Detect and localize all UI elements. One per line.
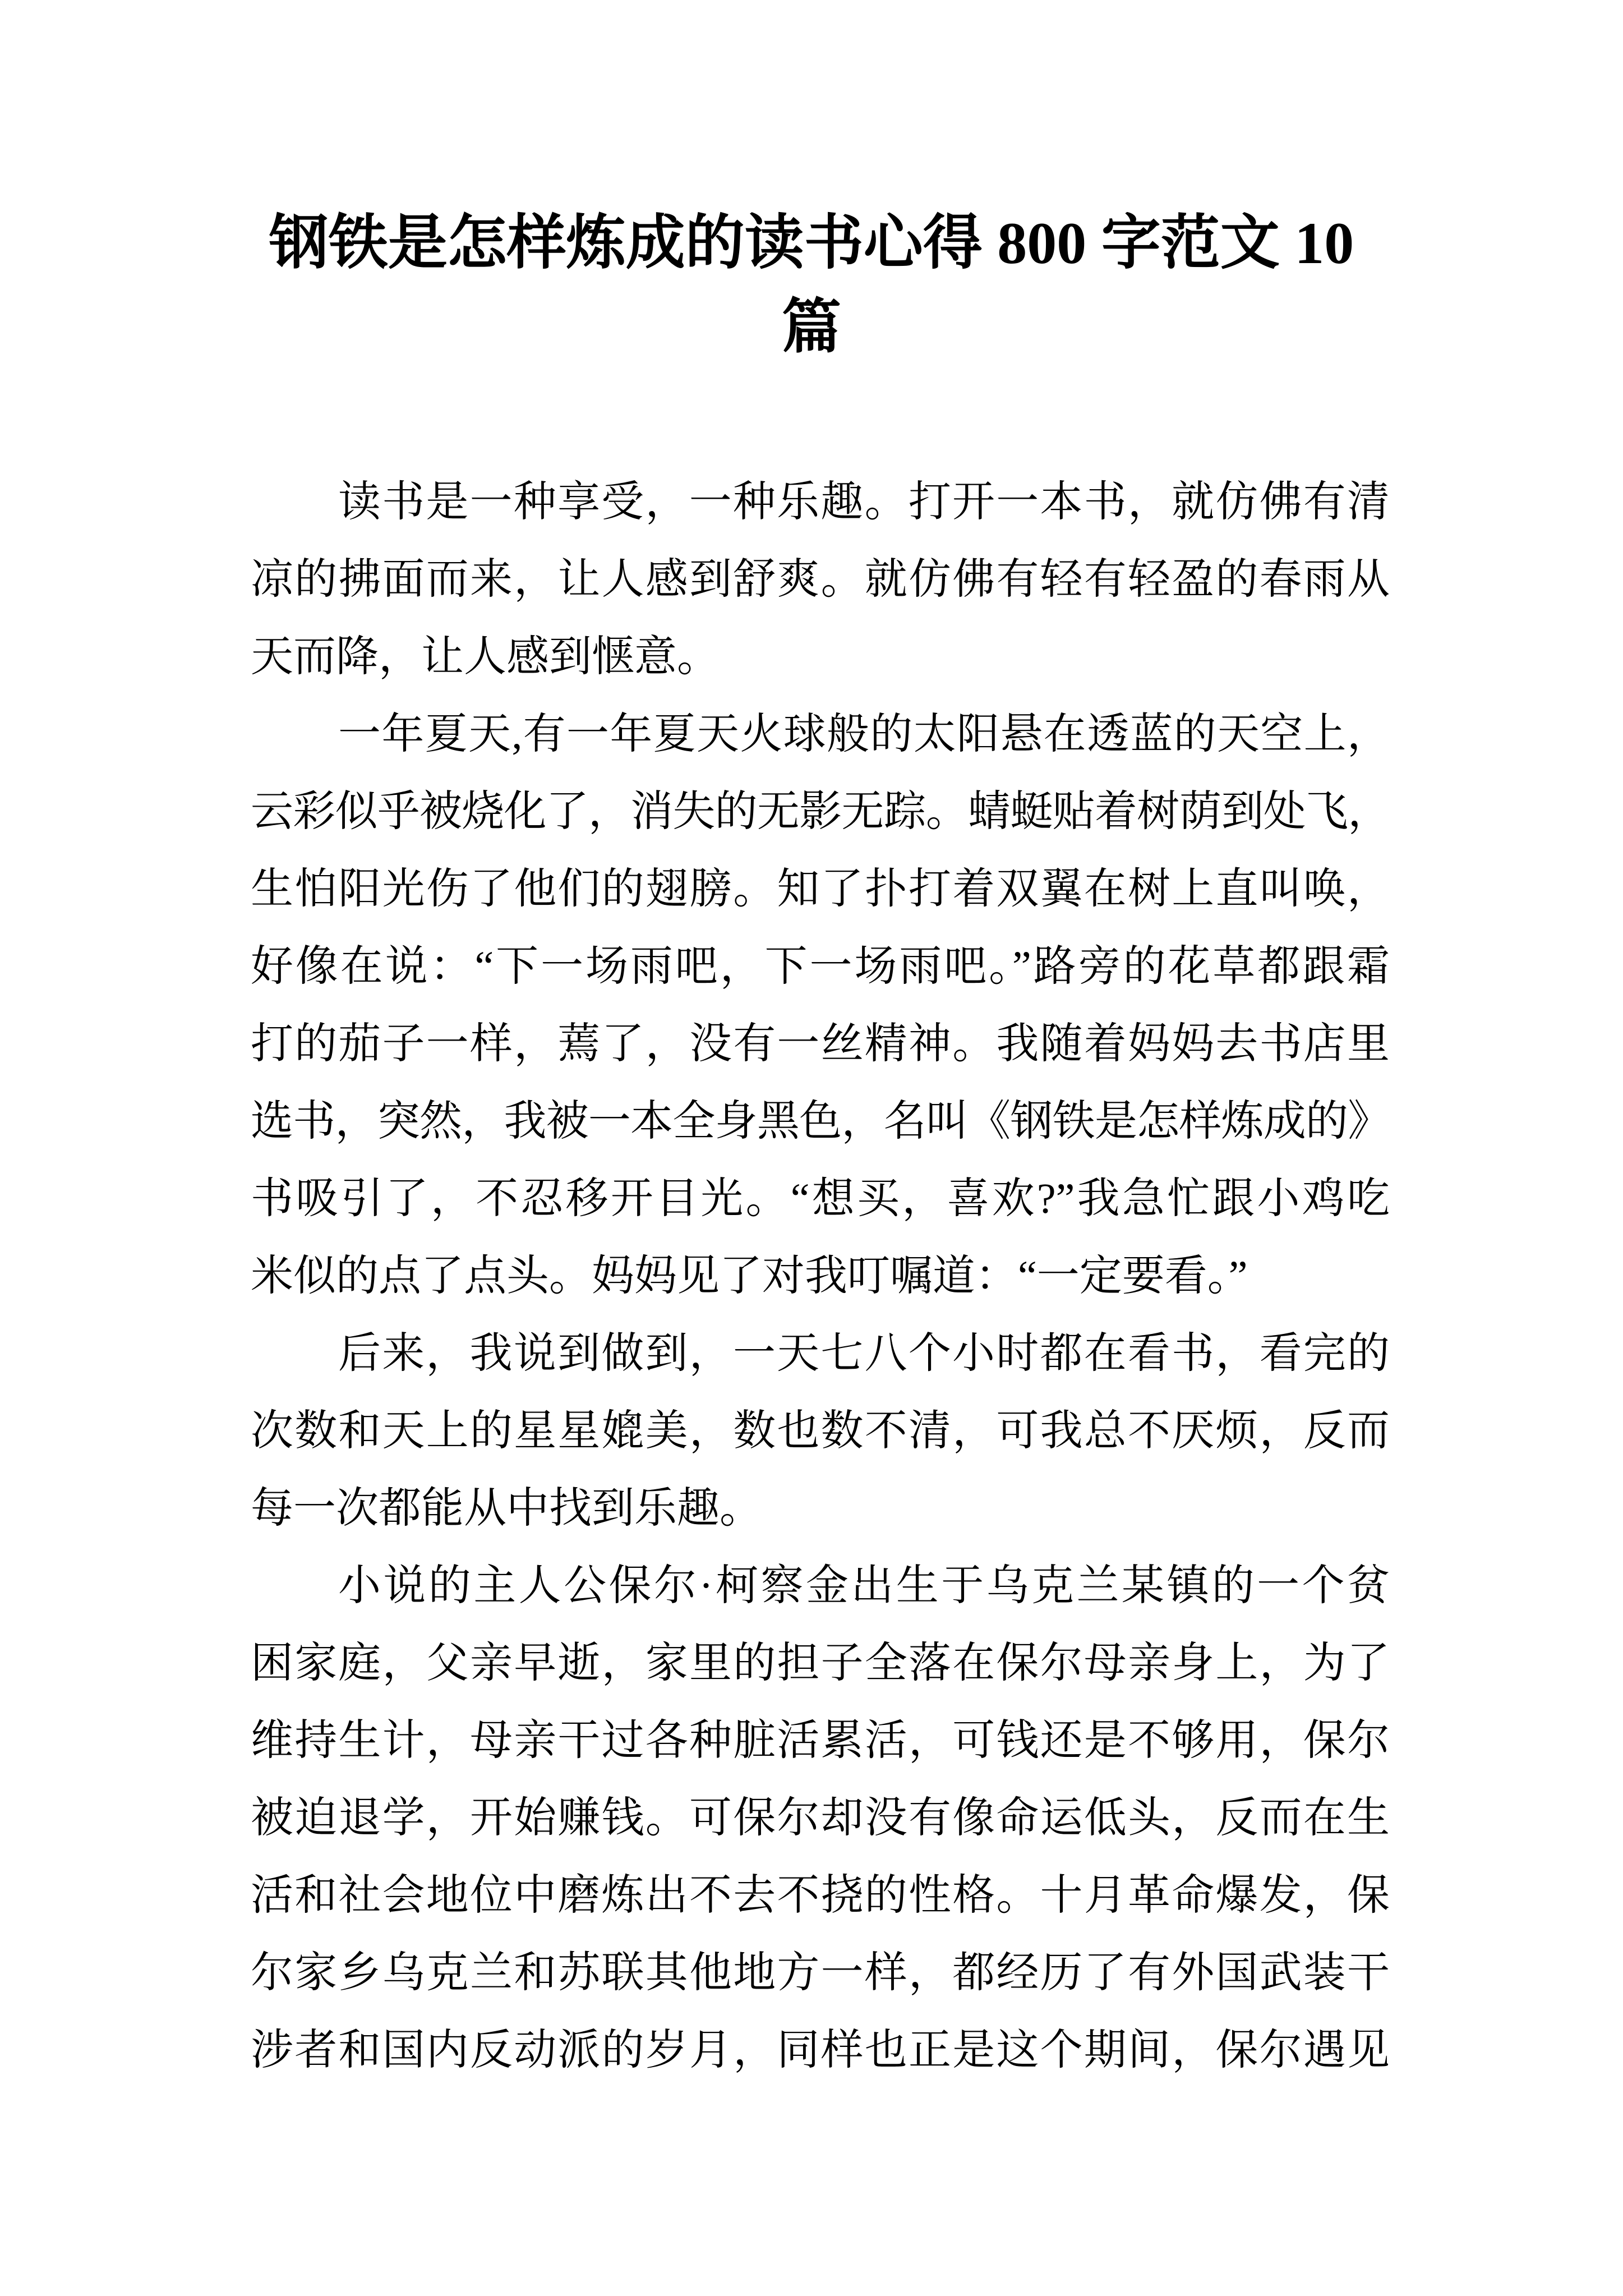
text-line: 好像在说：“下一场雨吧，下一场雨吧。”路旁的花草都跟霜	[251, 943, 1390, 990]
text-line: 一年夏天,有一年夏天火球般的太阳悬在透蓝的天空上，	[338, 711, 1390, 758]
document-title	[0, 201, 1623, 370]
text-line: 读书是一种享受，一种乐趣。打开一本书，就仿佛有清	[338, 478, 1390, 526]
text-line: 凉的拂面而来，让人感到舒爽。就仿佛有轻有轻盈的春雨从	[251, 556, 1390, 603]
text-line: 云彩似乎被烧化了，消失的无影无踪。蜻蜓贴着树荫到处飞，	[251, 788, 1390, 835]
title-line: 篇	[782, 295, 841, 360]
paragraph	[251, 1547, 1390, 2089]
text-line: 活和社会地位中磨炼出不去不挠的性格。十月革命爆发，保	[251, 1872, 1390, 1919]
title-line: 钢铁是怎样炼成的读书心得 800 字范文 10	[269, 210, 1354, 276]
text-line: 书吸引了，不忍移开目光。“想买，喜欢?”我急忙跟小鸡吃	[251, 1175, 1390, 1222]
text-line: 米似的点了点头。妈妈见了对我叮嘱道：“一定要看。”	[251, 1253, 1248, 1300]
paragraph	[251, 463, 1390, 696]
text-line: 打的茄子一样，蔫了，没有一丝精神。我随着妈妈去书店里	[251, 1020, 1390, 1068]
text-line: 小说的主人公保尔·柯察金出生于乌克兰某镇的一个贫	[338, 1562, 1390, 1609]
text-line: 维持生计，母亲干过各种脏活累活，可钱还是不够用，保尔	[251, 1717, 1390, 1764]
text-line: 生怕阳光伤了他们的翅膀。知了扑打着双翼在树上直叫唤，	[251, 866, 1390, 913]
text-line: 天而降，让人感到惬意。	[251, 633, 720, 680]
text-line: 被迫退学，开始赚钱。可保尔却没有像命运低头，反而在生	[251, 1795, 1390, 1842]
text-line: 选书，突然，我被一本全身黑色，名叫《钢铁是怎样炼成的》	[251, 1098, 1390, 1145]
text-line: 涉者和国内反动派的岁月，同样也正是这个期间，保尔遇见	[251, 2027, 1390, 2074]
text-line: 困家庭，父亲早逝，家里的担子全落在保尔母亲身上，为了	[251, 1640, 1390, 1687]
document-body	[251, 463, 1390, 2089]
text-line: 尔家乡乌克兰和苏联其他地方一样，都经历了有外国武装干	[251, 1949, 1390, 1996]
text-line: 后来，我说到做到，一天七八个小时都在看书，看完的	[338, 1330, 1390, 1377]
text-line: 每一次都能从中找到乐趣。	[251, 1485, 762, 1532]
paragraph	[251, 696, 1390, 1315]
paragraph	[251, 1315, 1390, 1547]
text-line: 次数和天上的星星媲美，数也数不清，可我总不厌烦，反而	[251, 1407, 1390, 1455]
